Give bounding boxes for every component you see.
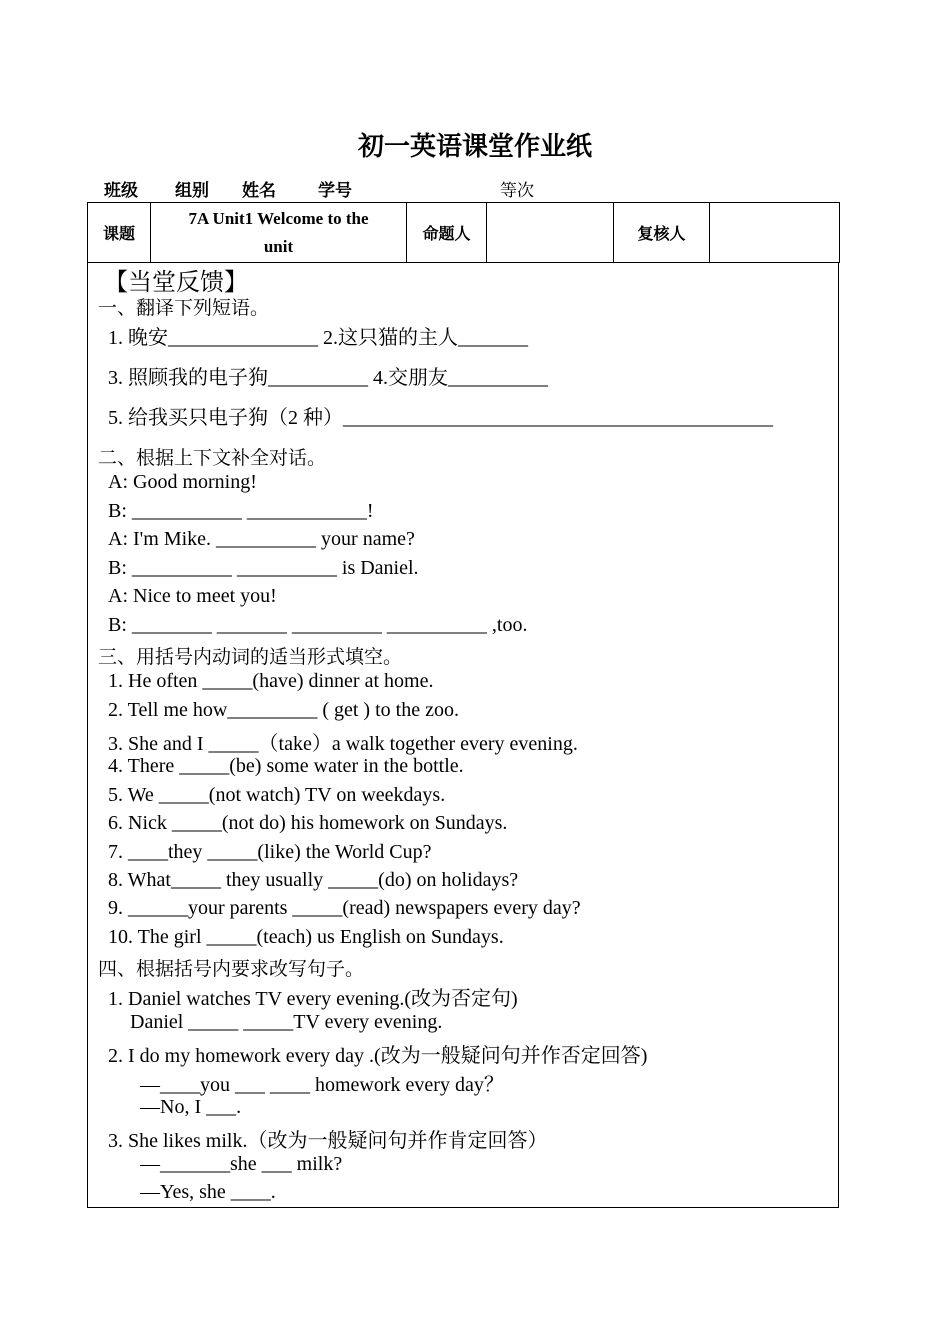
- rewrite-line: 3. She likes milk.（改为一般疑问句并作肯定回答）: [108, 1130, 548, 1152]
- verb-exercise-line: 4. There _____(be) some water in the bottle.: [108, 755, 464, 777]
- rewrite-line: 2. I do my homework every day .(改为一般疑问句并作否定回答): [108, 1045, 648, 1067]
- verb-exercise-line: 2. Tell me how_________ ( get ) to the zoo.: [108, 699, 459, 721]
- section2-heading: 二、根据上下文补全对话。: [98, 447, 327, 469]
- verb-exercise-line: 7. ____they _____(like) the World Cup?: [108, 841, 432, 863]
- verb-exercise-line: 1. He often _____(have) dinner at home.: [108, 670, 434, 692]
- dialogue-line: B: ___________ ____________!: [108, 500, 374, 522]
- header-table: [87, 202, 840, 263]
- reviewer-value: [710, 203, 840, 263]
- topic-label: 课题: [88, 203, 151, 263]
- rewrite-line: 1. Daniel watches TV every evening.(改为否定句): [108, 988, 518, 1010]
- verb-exercise-line: 8. What_____ they usually _____(do) on holidays?: [108, 869, 519, 891]
- group-label: 组别: [175, 181, 209, 201]
- dialogue-line: B: ________ _______ _________ __________ ,too.: [108, 614, 528, 636]
- topic-line-1: 7A Unit1 Welcome to the: [188, 208, 369, 228]
- section4-heading: 四、根据括号内要求改写句子。: [98, 958, 365, 980]
- section1-line: 3. 照顾我的电子狗__________ 4.交朋友__________: [108, 367, 548, 389]
- name-label: 姓名: [242, 181, 276, 201]
- dialogue-line: A: Good morning!: [108, 471, 257, 493]
- rewrite-line: —____you ___ ____ homework every day？: [140, 1074, 504, 1096]
- verb-exercise-line: 10. The girl _____(teach) us English on Sundays.: [108, 926, 504, 948]
- topic-line-2: unit: [263, 236, 294, 256]
- rewrite-line: —No, I ___.: [140, 1096, 242, 1118]
- section3-heading: 三、用括号内动词的适当形式填空。: [98, 646, 403, 668]
- verb-exercise-line: 6. Nick _____(not do) his homework on Sundays.: [108, 812, 508, 834]
- rewrite-line: —_______she ___ milk?: [140, 1153, 343, 1175]
- author-value: [487, 203, 614, 263]
- section1-heading: 一、翻译下列短语。: [98, 297, 270, 319]
- dialogue-line: B: __________ __________ is Daniel.: [108, 557, 419, 579]
- section1-line: 1. 晚安_______________ 2.这只猫的主人_______: [108, 327, 528, 349]
- student-number-label: 学号: [318, 181, 352, 201]
- reviewer-label: 复核人: [614, 203, 710, 263]
- rewrite-line: —Yes, she ____.: [140, 1181, 276, 1203]
- class-label: 班级: [104, 181, 138, 201]
- dialogue-line: A: I'm Mike. __________ your name?: [108, 528, 415, 550]
- verb-exercise-line: 3. She and I _____（take）a walk together every evening.: [108, 733, 578, 755]
- dialogue-line: A: Nice to meet you!: [108, 585, 277, 607]
- verb-exercise-line: 5. We _____(not watch) TV on weekdays.: [108, 784, 446, 806]
- page-title: 初一英语课堂作业纸: [357, 132, 592, 162]
- rank-label: 等次: [500, 181, 534, 201]
- rewrite-line: Daniel _____ _____TV every evening.: [130, 1011, 443, 1033]
- author-label: 命题人: [407, 203, 487, 263]
- verb-exercise-line: 9. ______your parents _____(read) newspapers every day?: [108, 897, 581, 919]
- topic-value: [151, 203, 407, 263]
- section1-line: 5. 给我买只电子狗（2 种）___________________________________________: [108, 407, 773, 429]
- feedback-heading: 【当堂反馈】: [104, 268, 248, 296]
